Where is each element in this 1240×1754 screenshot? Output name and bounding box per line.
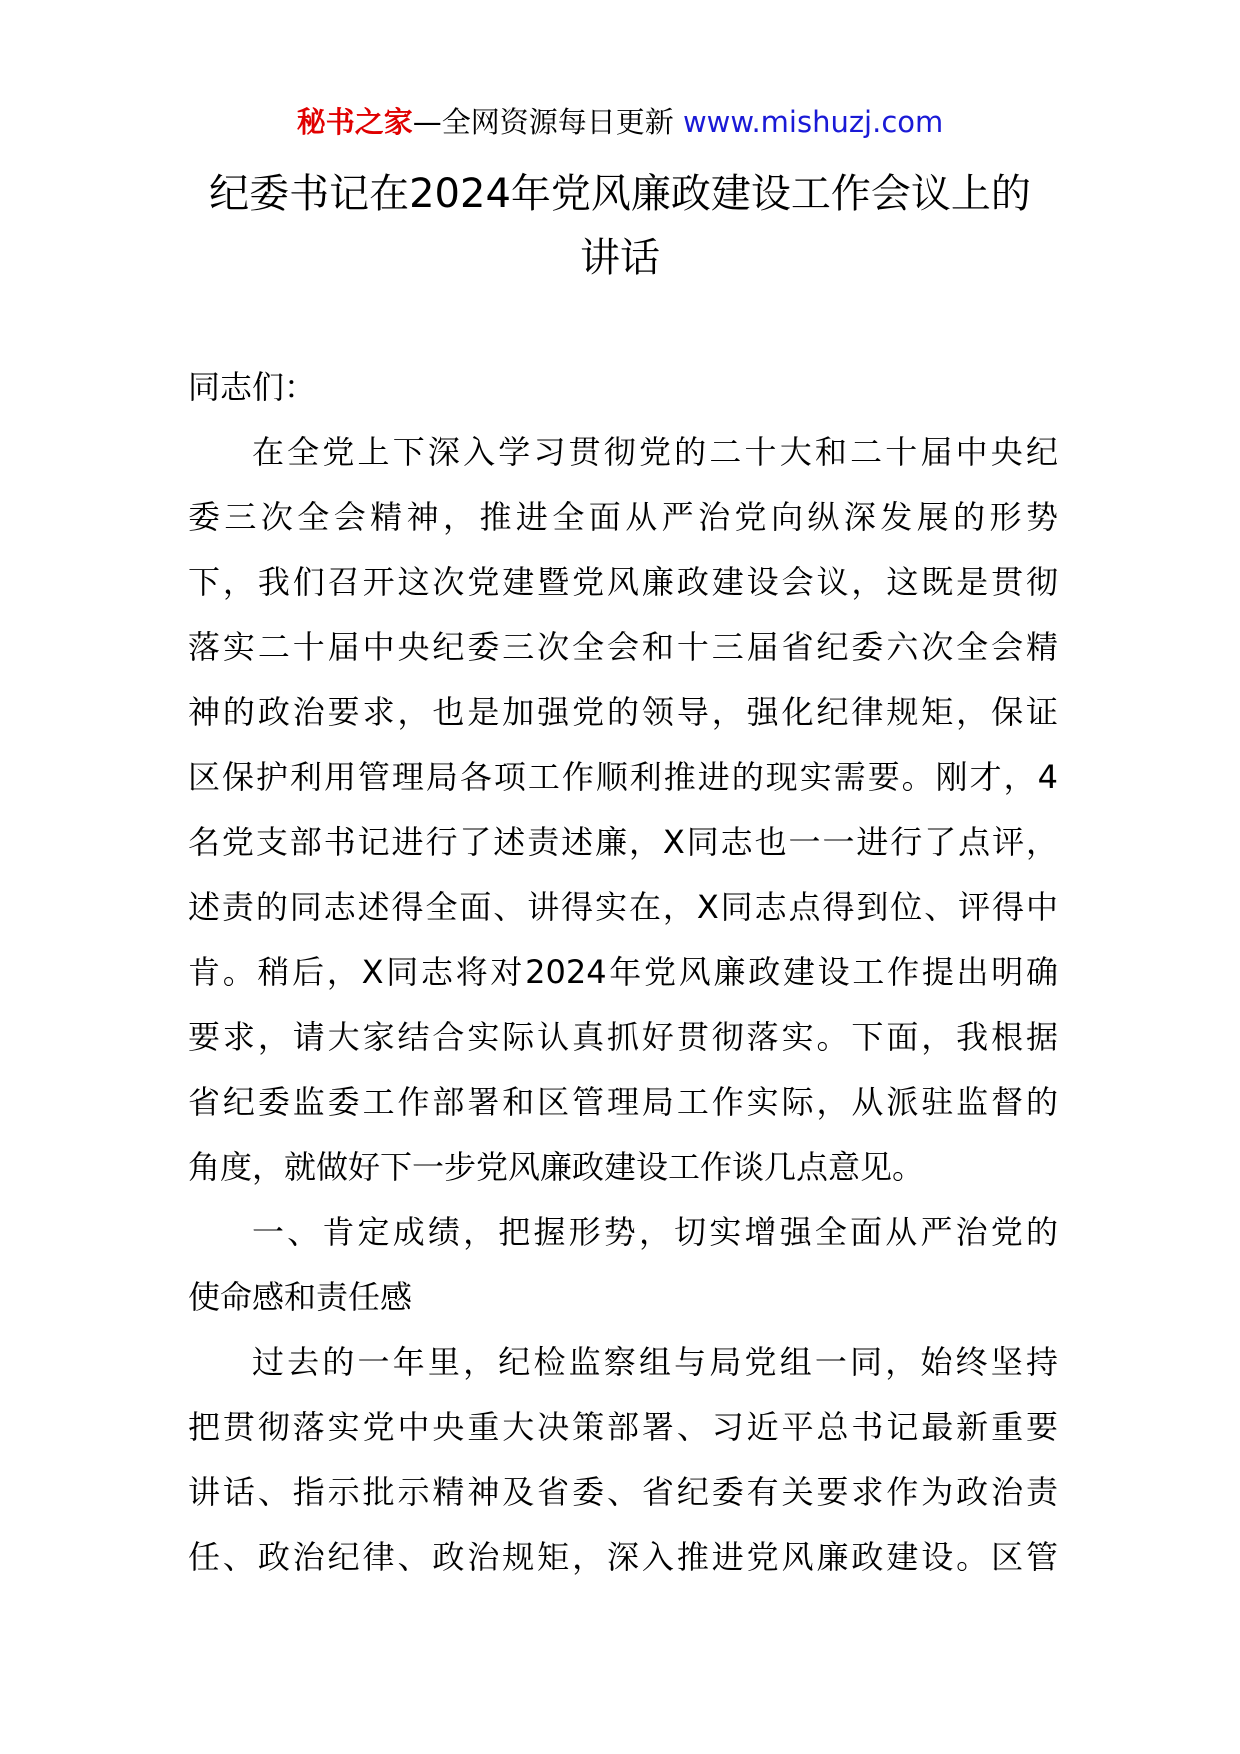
text-line: 述责的同志述得全面、讲得实在，X同志点得到位、评得中 bbox=[188, 888, 1058, 926]
text-line: 区保护利用管理局各项工作顺利推进的现实需要。刚才，4 bbox=[188, 758, 1058, 796]
site-url-link[interactable]: www.mishuzj.com bbox=[682, 105, 944, 139]
paragraph-intro bbox=[188, 420, 1058, 1200]
section-heading-1 bbox=[188, 1200, 1058, 1330]
text-line: 在全党上下深入学习贯彻党的二十大和二十届中央纪 bbox=[252, 433, 1058, 471]
site-banner bbox=[0, 100, 1240, 144]
text-line: 讲话、指示批示精神及省委、省纪委有关要求作为政治责 bbox=[188, 1473, 1058, 1511]
text-line: 名党支部书记进行了述责述廉，X同志也一一进行了点评， bbox=[188, 823, 1058, 861]
text-line: 过去的一年里，纪检监察组与局党组一同，始终坚持 bbox=[252, 1343, 1058, 1381]
text-line: 下，我们召开这次党建暨党风廉政建设会议，这既是贯彻 bbox=[188, 563, 1058, 601]
text-line: 肯。稍后，X同志将对2024年党风廉政建设工作提出明确 bbox=[188, 953, 1058, 991]
text-line: 落实二十届中央纪委三次全会和十三届省纪委六次全会精 bbox=[188, 628, 1058, 666]
title-line: 讲话 bbox=[580, 235, 660, 281]
document-body bbox=[188, 355, 1058, 1590]
title-line: 纪委书记在2024年党风廉政建设工作会议上的 bbox=[209, 171, 1031, 217]
document-title bbox=[160, 162, 1080, 290]
text-line: 委三次全会精神，推进全面从严治党向纵深发展的形势 bbox=[188, 498, 1058, 536]
banner-tagline: —全网资源每日更新 bbox=[412, 105, 683, 139]
greeting: 同志们： bbox=[188, 368, 317, 406]
text-line: 任、政治纪律、政治规矩，深入推进党风廉政建设。区管 bbox=[188, 1538, 1058, 1576]
heading-line: 一、肯定成绩，把握形势，切实增强全面从严治党的 bbox=[252, 1213, 1058, 1251]
text-line: 神的政治要求，也是加强党的领导，强化纪律规矩，保证 bbox=[188, 693, 1058, 731]
text-line: 省纪委监委工作部署和区管理局工作实际，从派驻监督的 bbox=[188, 1083, 1058, 1121]
brand-name: 秘书之家 bbox=[296, 105, 413, 139]
heading-line: 使命感和责任感 bbox=[188, 1278, 413, 1316]
paragraph-review bbox=[188, 1330, 1058, 1590]
text-line: 角度，就做好下一步党风廉政建设工作谈几点意见。 bbox=[188, 1148, 925, 1186]
text-line: 要求，请大家结合实际认真抓好贯彻落实。下面，我根据 bbox=[188, 1018, 1058, 1056]
text-line: 把贯彻落实党中央重大决策部署、习近平总书记最新重要 bbox=[188, 1408, 1058, 1446]
